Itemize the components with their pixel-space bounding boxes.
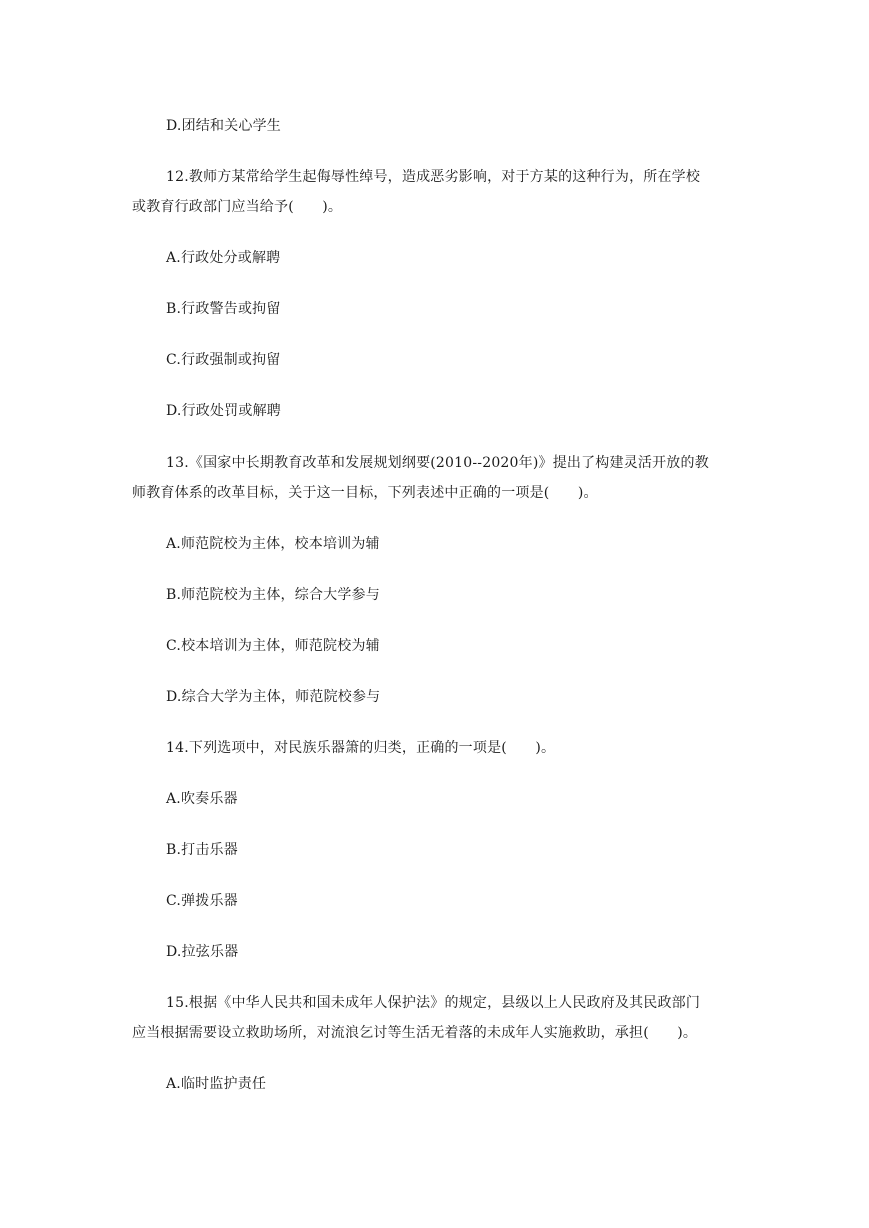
question-15-option-a: A.临时监护责任	[166, 1076, 267, 1092]
question-12-option-a: A.行政处分或解聘	[166, 250, 281, 266]
question-15-stem-line2: 应当根据需要设立救助场所，对流浪乞讨等生活无着落的未成年人实施救助，承担( )。	[132, 1025, 698, 1041]
question-13-option-d: D.综合大学为主体，师范院校参与	[166, 689, 381, 705]
prev-question-option-d: D.团结和关心学生	[166, 118, 281, 134]
question-13-option-a: A.师范院校为主体，校本培训为辅	[166, 536, 380, 552]
question-13-stem-line1: 13.《国家中长期教育改革和发展规划纲要(2010--2020年)》提出了构建灵活开放的教	[166, 455, 709, 471]
question-14-option-b: B.打击乐器	[166, 842, 238, 858]
question-12-option-c: C.行政强制或拘留	[166, 352, 281, 368]
question-12-option-b: B.行政警告或拘留	[166, 301, 281, 317]
question-12-option-d: D.行政处罚或解聘	[166, 403, 281, 419]
question-14-stem-line1: 14.下列选项中，对民族乐器箫的归类，正确的一项是( )。	[166, 740, 556, 756]
question-14-option-d: D.拉弦乐器	[166, 944, 239, 960]
question-13-option-c: C.校本培训为主体，师范院校为辅	[166, 638, 380, 654]
question-12-stem-line1: 12.教师方某常给学生起侮辱性绰号，造成恶劣影响，对于方某的这种行为，所在学校	[166, 169, 701, 185]
question-14-option-a: A.吹奏乐器	[166, 791, 238, 807]
question-15-stem-line1: 15.根据《中华人民共和国未成年人保护法》的规定，县级以上人民政府及其民政部门	[166, 995, 701, 1011]
question-13-option-b: B.师范院校为主体，综合大学参与	[166, 587, 380, 603]
question-14-option-c: C.弹拨乐器	[166, 893, 238, 909]
question-13-stem-line2: 师教育体系的改革目标，关于这一目标，下列表述中正确的一项是( )。	[132, 485, 598, 501]
question-12-stem-line2: 或教育行政部门应当给予( )。	[132, 199, 343, 215]
